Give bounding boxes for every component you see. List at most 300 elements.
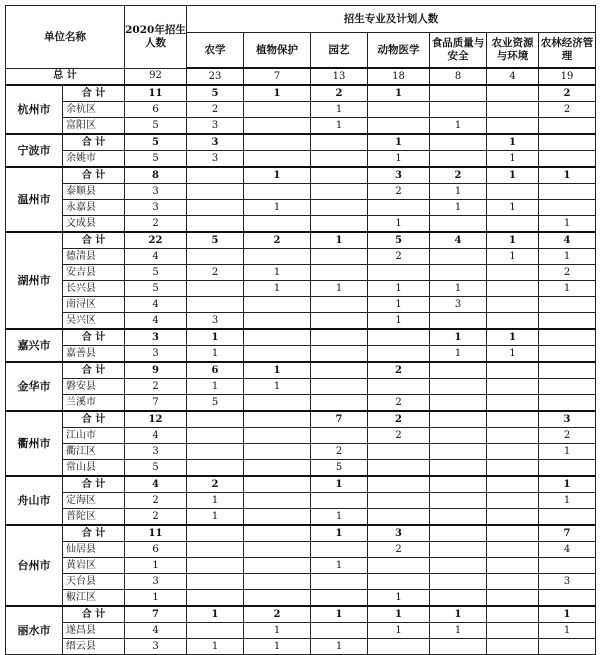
cell (539, 200, 596, 216)
cell: 7 (311, 411, 368, 428)
cell (539, 395, 596, 412)
cell (244, 151, 311, 168)
cell (487, 574, 539, 590)
cell (244, 411, 311, 428)
cell (539, 509, 596, 526)
cell (487, 606, 539, 623)
cell: 7 (244, 68, 311, 85)
cell: 3 (125, 184, 187, 200)
cell (487, 102, 539, 118)
cell: 2 (539, 265, 596, 281)
cell: 2 (539, 428, 596, 444)
cell: 1 (244, 281, 311, 297)
cell (487, 85, 539, 102)
cell (187, 281, 244, 297)
cell: 6 (125, 102, 187, 118)
region-name: 衢州市 (6, 411, 63, 476)
subtotal-label: 合 计 (63, 329, 125, 346)
cell: 1 (187, 329, 244, 346)
cell: 1 (244, 167, 311, 184)
district-label: 椒江区 (63, 590, 125, 607)
cell (487, 297, 539, 313)
subtotal-label: 合 计 (63, 525, 125, 542)
cell (311, 623, 368, 639)
cell: 8 (125, 167, 187, 184)
cell: 2 (311, 85, 368, 102)
cell (539, 184, 596, 200)
cell: 1 (311, 102, 368, 118)
cell: 1 (368, 297, 430, 313)
cell (539, 346, 596, 363)
cell: 2 (125, 509, 187, 526)
cell (244, 493, 311, 509)
cell (311, 395, 368, 412)
district-label: 嘉善县 (63, 346, 125, 363)
region-name: 杭州市 (6, 85, 63, 134)
cell: 1 (487, 249, 539, 265)
cell (487, 558, 539, 574)
cell: 1 (187, 639, 244, 655)
cell (430, 574, 487, 590)
cell (311, 329, 368, 346)
cell (244, 509, 311, 526)
cell (430, 395, 487, 412)
header-major: 动物医学 (368, 33, 430, 69)
table-row (6, 623, 596, 639)
cell (487, 590, 539, 607)
cell (430, 265, 487, 281)
cell (487, 184, 539, 200)
header-total-enroll: 2020年招生人数 (125, 6, 187, 69)
table-row (6, 118, 596, 135)
cell (487, 281, 539, 297)
cell: 4 (125, 297, 187, 313)
cell: 1 (430, 623, 487, 639)
cell (487, 444, 539, 460)
cell: 1 (311, 281, 368, 297)
cell (430, 558, 487, 574)
cell (487, 493, 539, 509)
cell: 1 (539, 476, 596, 493)
cell (430, 362, 487, 379)
cell (430, 313, 487, 330)
cell (187, 574, 244, 590)
cell: 3 (125, 444, 187, 460)
cell: 1 (539, 606, 596, 623)
cell: 5 (125, 265, 187, 281)
cell: 1 (539, 444, 596, 460)
cell (430, 428, 487, 444)
cell: 2 (244, 606, 311, 623)
cell: 3 (187, 151, 244, 168)
cell (487, 623, 539, 639)
cell: 1 (311, 558, 368, 574)
cell (187, 590, 244, 607)
cell (187, 525, 244, 542)
table-row (6, 184, 596, 200)
cell (430, 151, 487, 168)
district-label: 遂昌县 (63, 623, 125, 639)
cell: 1 (368, 216, 430, 233)
subtotal-label: 合 计 (63, 411, 125, 428)
table-row (6, 329, 596, 346)
cell: 1 (539, 249, 596, 265)
header-major: 农业资源与环境 (487, 33, 539, 69)
cell: 2 (125, 379, 187, 395)
cell (539, 329, 596, 346)
cell (311, 493, 368, 509)
cell (244, 460, 311, 477)
cell (311, 184, 368, 200)
cell: 2 (368, 249, 430, 265)
cell: 11 (125, 525, 187, 542)
cell (368, 476, 430, 493)
cell: 2 (539, 85, 596, 102)
cell: 1 (539, 216, 596, 233)
cell (311, 313, 368, 330)
cell: 1 (311, 606, 368, 623)
cell (311, 379, 368, 395)
cell: 7 (539, 525, 596, 542)
cell: 1 (244, 362, 311, 379)
cell (368, 346, 430, 363)
cell (430, 639, 487, 655)
cell: 13 (311, 68, 368, 85)
cell (539, 118, 596, 135)
cell (368, 574, 430, 590)
cell: 1 (368, 281, 430, 297)
cell (244, 525, 311, 542)
cell: 1 (125, 590, 187, 607)
cell: 4 (430, 232, 487, 249)
cell: 1 (430, 346, 487, 363)
cell (430, 493, 487, 509)
district-label: 天台县 (63, 574, 125, 590)
district-label: 衢江区 (63, 444, 125, 460)
cell: 22 (125, 232, 187, 249)
cell (187, 216, 244, 233)
table-row (6, 574, 596, 590)
district-label: 江山市 (63, 428, 125, 444)
table-row (6, 346, 596, 363)
cell (187, 411, 244, 428)
cell (430, 85, 487, 102)
cell (244, 395, 311, 412)
cell (368, 265, 430, 281)
cell: 3 (125, 639, 187, 655)
cell (368, 379, 430, 395)
table-row (6, 85, 596, 102)
district-label: 文成县 (63, 216, 125, 233)
table-row (6, 200, 596, 216)
cell: 3 (539, 574, 596, 590)
district-label: 常山县 (63, 460, 125, 477)
cell (430, 509, 487, 526)
cell: 2 (368, 395, 430, 412)
cell (311, 167, 368, 184)
table-row (6, 460, 596, 477)
region-name: 金华市 (6, 362, 63, 411)
cell: 1 (368, 623, 430, 639)
cell: 92 (125, 68, 187, 85)
cell: 7 (125, 606, 187, 623)
district-label: 安吉县 (63, 265, 125, 281)
region-name: 嘉兴市 (6, 329, 63, 362)
table-row (6, 297, 596, 313)
cell: 1 (487, 200, 539, 216)
grand-total-row (6, 68, 596, 85)
cell: 5 (368, 232, 430, 249)
cell: 2 (368, 411, 430, 428)
cell: 2 (368, 184, 430, 200)
cell: 1 (187, 379, 244, 395)
header-major: 植物保护 (244, 33, 311, 69)
header-major: 农学 (187, 33, 244, 69)
cell (311, 200, 368, 216)
cell (368, 558, 430, 574)
cell: 3 (187, 313, 244, 330)
cell (311, 265, 368, 281)
region-name: 湖州市 (6, 232, 63, 329)
cell (244, 297, 311, 313)
cell: 19 (539, 68, 596, 85)
cell: 3 (187, 118, 244, 135)
cell: 1 (244, 379, 311, 395)
table-row (6, 509, 596, 526)
cell: 1 (187, 346, 244, 363)
district-label: 仙居县 (63, 542, 125, 558)
cell (244, 134, 311, 151)
region-name: 温州市 (6, 167, 63, 232)
cell: 1 (430, 606, 487, 623)
cell (311, 297, 368, 313)
table-row (6, 428, 596, 444)
cell (487, 379, 539, 395)
cell: 1 (368, 85, 430, 102)
district-label: 定海区 (63, 493, 125, 509)
cell (187, 249, 244, 265)
cell (487, 362, 539, 379)
cell: 1 (311, 509, 368, 526)
cell: 5 (125, 118, 187, 135)
cell: 1 (311, 118, 368, 135)
cell (244, 542, 311, 558)
district-label: 兰溪市 (63, 395, 125, 412)
cell (487, 265, 539, 281)
cell (187, 167, 244, 184)
cell: 1 (539, 623, 596, 639)
cell (244, 184, 311, 200)
district-label: 德清县 (63, 249, 125, 265)
cell (368, 460, 430, 477)
cell (244, 476, 311, 493)
cell: 1 (311, 476, 368, 493)
cell (368, 200, 430, 216)
cell: 1 (430, 118, 487, 135)
cell: 1 (368, 134, 430, 151)
cell: 1 (487, 346, 539, 363)
cell (311, 216, 368, 233)
cell (187, 460, 244, 477)
cell (311, 346, 368, 363)
region-name: 台州市 (6, 525, 63, 606)
cell (539, 362, 596, 379)
table-body (6, 68, 596, 655)
cell (430, 525, 487, 542)
cell: 11 (125, 85, 187, 102)
table-row (6, 102, 596, 118)
cell: 2 (125, 493, 187, 509)
cell (368, 639, 430, 655)
cell: 5 (125, 460, 187, 477)
cell (187, 200, 244, 216)
cell: 2 (125, 216, 187, 233)
subtotal-label: 合 计 (63, 85, 125, 102)
cell: 6 (187, 362, 244, 379)
cell: 18 (368, 68, 430, 85)
cell (487, 639, 539, 655)
enrollment-table (5, 5, 596, 655)
cell: 1 (368, 313, 430, 330)
cell (487, 411, 539, 428)
district-label: 永嘉县 (63, 200, 125, 216)
cell: 1 (244, 85, 311, 102)
header-major: 农林经济管理 (539, 33, 596, 69)
district-label: 南浔区 (63, 297, 125, 313)
cell (244, 428, 311, 444)
subtotal-label: 合 计 (63, 362, 125, 379)
table-row (6, 411, 596, 428)
cell: 1 (430, 200, 487, 216)
cell (539, 297, 596, 313)
cell (311, 428, 368, 444)
cell (487, 395, 539, 412)
cell (368, 493, 430, 509)
subtotal-label: 合 计 (63, 167, 125, 184)
cell: 2 (368, 542, 430, 558)
cell: 1 (487, 232, 539, 249)
subtotal-label: 合 计 (63, 232, 125, 249)
table-row (6, 232, 596, 249)
cell: 2 (187, 102, 244, 118)
cell (187, 623, 244, 639)
cell: 1 (311, 639, 368, 655)
region-name: 宁波市 (6, 134, 63, 167)
subtotal-label: 合 计 (63, 476, 125, 493)
district-label: 吴兴区 (63, 313, 125, 330)
cell (539, 558, 596, 574)
cell (430, 411, 487, 428)
cell: 3 (539, 411, 596, 428)
cell: 1 (187, 509, 244, 526)
district-label: 余杭区 (63, 102, 125, 118)
cell (487, 313, 539, 330)
cell: 5 (125, 151, 187, 168)
cell (487, 428, 539, 444)
district-label: 富阳区 (63, 118, 125, 135)
cell (430, 460, 487, 477)
cell: 4 (125, 428, 187, 444)
cell (487, 460, 539, 477)
cell: 1 (430, 281, 487, 297)
cell: 1 (487, 329, 539, 346)
cell: 2 (311, 444, 368, 460)
cell (244, 346, 311, 363)
table-row (6, 542, 596, 558)
cell (487, 542, 539, 558)
cell (311, 151, 368, 168)
cell (539, 379, 596, 395)
cell: 1 (487, 167, 539, 184)
cell: 1 (311, 232, 368, 249)
cell: 7 (125, 395, 187, 412)
cell (244, 444, 311, 460)
cell: 12 (125, 411, 187, 428)
cell: 4 (125, 623, 187, 639)
table-row (6, 379, 596, 395)
header-major: 园艺 (311, 33, 368, 69)
cell: 5 (311, 460, 368, 477)
cell: 4 (487, 68, 539, 85)
cell (244, 313, 311, 330)
cell: 4 (539, 232, 596, 249)
cell (430, 476, 487, 493)
cell (311, 249, 368, 265)
subtotal-label: 合 计 (63, 606, 125, 623)
table-row (6, 395, 596, 412)
cell (187, 428, 244, 444)
table-row (6, 606, 596, 623)
table-row (6, 590, 596, 607)
cell: 3 (187, 134, 244, 151)
cell (368, 102, 430, 118)
cell (368, 118, 430, 135)
table-row (6, 525, 596, 542)
cell (244, 118, 311, 135)
table-row (6, 216, 596, 233)
cell (187, 444, 244, 460)
cell (430, 542, 487, 558)
cell: 4 (125, 476, 187, 493)
header-unit-name: 单位名称 (6, 6, 125, 69)
table-row (6, 476, 596, 493)
cell: 1 (539, 281, 596, 297)
district-label: 黄岩区 (63, 558, 125, 574)
district-label: 磐安县 (63, 379, 125, 395)
cell (187, 184, 244, 200)
cell (244, 329, 311, 346)
cell (244, 574, 311, 590)
cell: 2 (539, 102, 596, 118)
cell: 1 (539, 493, 596, 509)
table-row (6, 281, 596, 297)
cell (430, 102, 487, 118)
cell: 1 (487, 151, 539, 168)
cell (311, 574, 368, 590)
cell (368, 509, 430, 526)
cell: 5 (187, 232, 244, 249)
cell (487, 118, 539, 135)
cell (311, 542, 368, 558)
cell (187, 542, 244, 558)
header-major: 食品质量与安全 (430, 33, 487, 69)
cell (539, 460, 596, 477)
cell: 2 (368, 362, 430, 379)
cell: 1 (368, 606, 430, 623)
cell: 8 (430, 68, 487, 85)
cell (487, 509, 539, 526)
district-label: 长兴县 (63, 281, 125, 297)
